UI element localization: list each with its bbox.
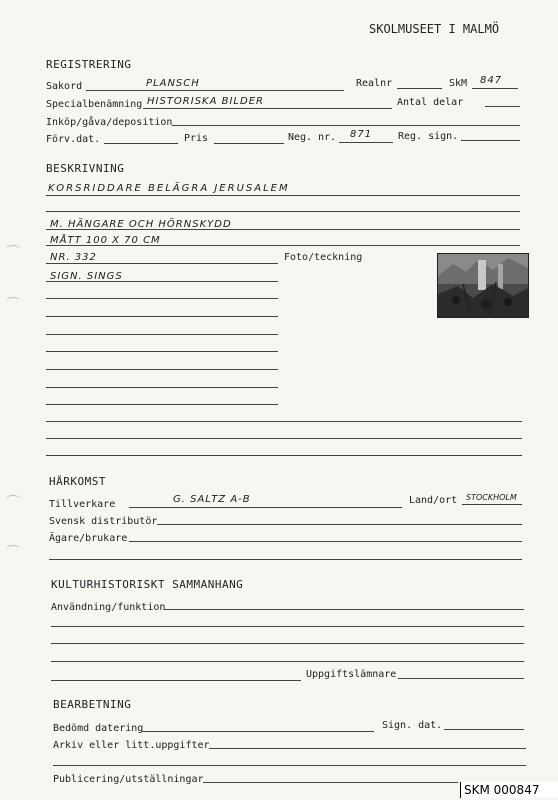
antal-delar-label: Antal delar — [397, 97, 464, 108]
tillverkare-label: Tillverkare — [49, 499, 116, 510]
rule — [46, 369, 278, 370]
section-heading-kultur: KULTURHISTORISKT SAMMANHANG — [51, 578, 244, 591]
tillverkare-value: G. SALTZ A-B — [173, 494, 251, 505]
specialbenamning-value: HISTORISKA BILDER — [147, 96, 264, 107]
rule — [46, 316, 278, 317]
reg-sign-label: Reg. sign. — [398, 131, 459, 142]
uppgiftslamnare-line — [398, 678, 524, 679]
skm-line — [472, 88, 518, 89]
rule — [51, 661, 524, 662]
anvandning-label: Användning/funktion — [51, 602, 166, 613]
skm-value: 847 — [480, 75, 503, 86]
land-ort-value: STOCKHOLM — [466, 493, 517, 502]
artwork-photo — [437, 253, 529, 318]
bedomd-label: Bedömd datering — [53, 723, 144, 734]
punch-hole-icon — [6, 245, 20, 253]
sakord-value: PLANSCH — [146, 78, 200, 89]
beskrivning-line-1: KORSRIDDARE BELÄGRA JERUSALEM — [48, 183, 290, 194]
rule — [46, 263, 278, 264]
publicering-line — [203, 782, 458, 783]
rule — [51, 626, 524, 627]
institution-name: SKOLMUSEET I MALMÖ — [369, 22, 500, 36]
inkop-label: Inköp/gåva/deposition — [46, 117, 173, 128]
neg-nr-label: Neg. nr. — [288, 132, 337, 143]
arkiv-line — [209, 748, 526, 749]
rule — [53, 765, 526, 766]
rule — [46, 387, 278, 388]
neg-nr-value: 871 — [350, 129, 373, 140]
sign-dat-line — [444, 729, 524, 730]
sakord-label: Sakord — [46, 81, 83, 92]
archive-id-stamp: SKM 000847 — [460, 782, 558, 798]
bedomd-line — [142, 731, 374, 732]
sign-dat-label: Sign. dat. — [382, 720, 443, 731]
anvandning-line — [164, 609, 524, 610]
beskrivning-line-2: M. HÄNGARE OCH HÖRNSKYDD — [50, 219, 232, 230]
reg-sign-line — [461, 140, 520, 141]
rule — [46, 229, 520, 230]
land-ort-line — [462, 504, 522, 505]
rule — [46, 211, 520, 212]
inkop-line — [172, 125, 520, 126]
punch-hole-icon — [6, 495, 20, 503]
rule — [46, 298, 278, 299]
specialbenamning-line — [143, 108, 392, 109]
punch-hole-icon — [6, 297, 20, 305]
section-heading-registrering: REGISTRERING — [46, 58, 132, 71]
rule — [46, 438, 522, 439]
specialbenamning-label: Specialbenämning — [46, 99, 143, 110]
section-heading-bearbetning: BEARBETNING — [53, 698, 132, 711]
forv-dat-line — [104, 143, 178, 144]
agare-label: Ägare/brukare — [49, 533, 128, 544]
antal-delar-line — [485, 106, 520, 107]
agare-line — [129, 541, 522, 542]
land-ort-label: Land/ort — [409, 495, 458, 506]
rule — [51, 680, 301, 681]
beskrivning-line-5: SIGN. SINGS — [50, 271, 123, 282]
pris-label: Pris — [184, 133, 209, 144]
rule — [46, 281, 278, 282]
sakord-line — [86, 90, 344, 91]
svensk-distributor-line — [157, 524, 522, 525]
skm-label: SkM — [449, 78, 468, 89]
uppgiftslamnare-label: Uppgiftslämnare — [306, 669, 397, 680]
rule — [46, 245, 520, 246]
rule — [49, 559, 522, 560]
punch-hole-icon — [6, 545, 20, 553]
section-heading-harkomst: HÄRKOMST — [49, 475, 106, 488]
rule — [46, 195, 520, 196]
realnr-line — [397, 88, 442, 89]
arkiv-label: Arkiv eller litt.uppgifter — [53, 740, 210, 751]
rule — [46, 421, 522, 422]
rule — [51, 643, 524, 644]
pris-line — [214, 143, 284, 144]
beskrivning-line-3: MÅTT 100 X 70 CM — [50, 235, 161, 246]
forv-dat-label: Förv.dat. — [46, 134, 101, 145]
realnr-label: Realnr — [356, 78, 393, 89]
rule — [46, 404, 278, 405]
beskrivning-line-4: NR. 332 — [50, 252, 97, 263]
neg-nr-line — [339, 142, 393, 143]
rule — [46, 334, 278, 335]
foto-label: Foto/teckning — [284, 252, 363, 263]
rule — [46, 455, 522, 456]
publicering-label: Publicering/utställningar — [53, 774, 204, 785]
tillverkare-line — [129, 507, 402, 508]
section-heading-beskrivning: BESKRIVNING — [46, 162, 125, 175]
rule — [46, 351, 278, 352]
svensk-distributor-label: Svensk distributör — [49, 516, 158, 527]
